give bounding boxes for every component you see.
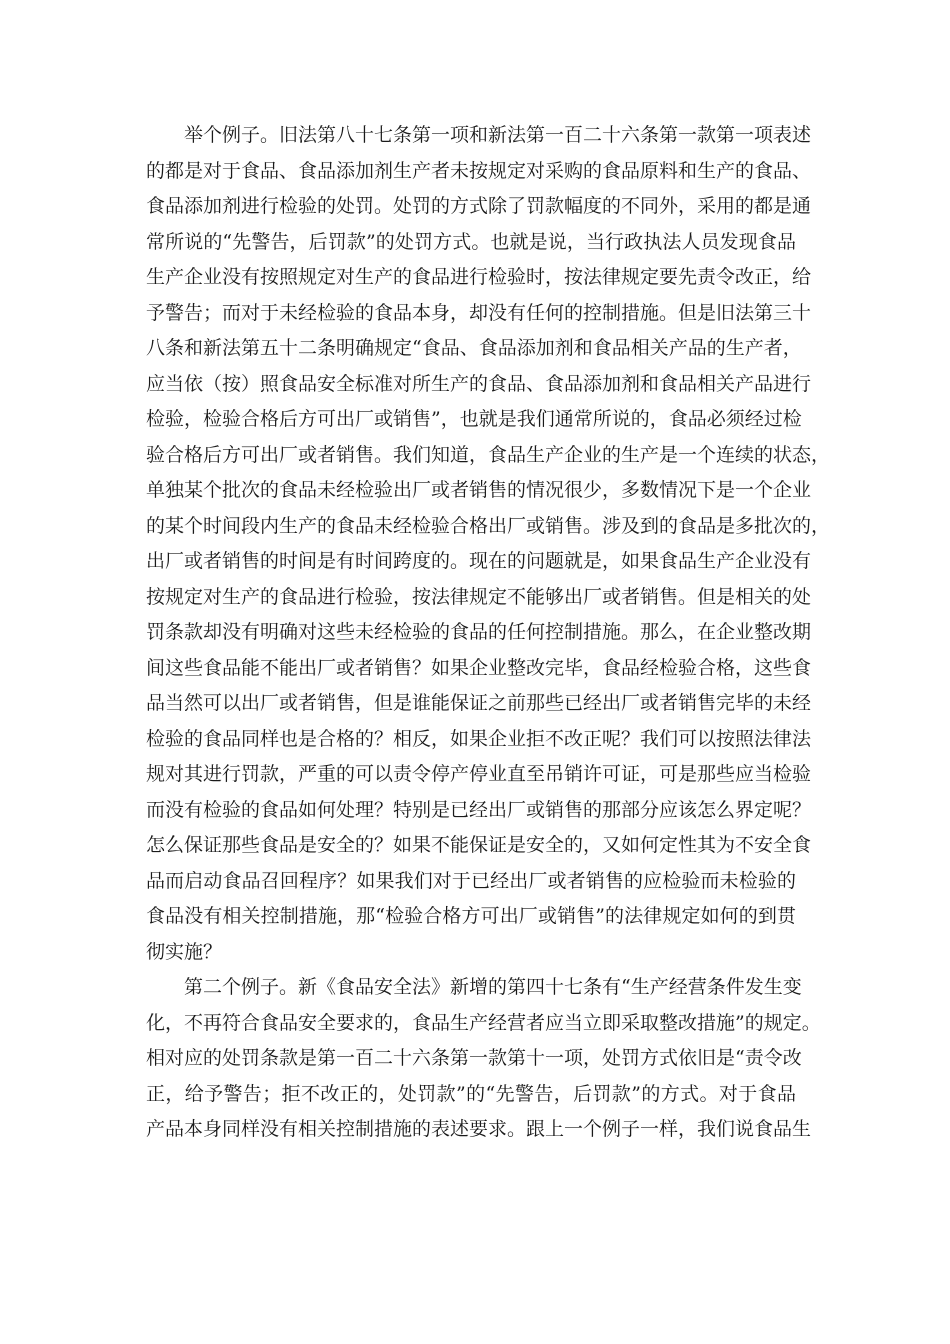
text-line: 出厂或者销售的时间是有时间跨度的。现在的问题就是，如果食品生产企业没有 bbox=[146, 550, 812, 572]
text-line: 彻实施？ bbox=[146, 940, 223, 963]
text-line: 罚条款却没有明确对这些未经检验的食品的任何控制措施。那么，在企业整改期 bbox=[146, 621, 812, 643]
text-line: 检验，检验合格后方可出厂或销售”，也就是我们通常所说的，食品必须经过检 bbox=[146, 408, 802, 430]
text-line: 检验的食品同样也是合格的？相反，如果企业拒不改正呢？我们可以按照法律法 bbox=[146, 727, 812, 750]
text-line: 怎么保证那些食品是安全的？如果不能保证是安全的，又如何定性其为不安全食 bbox=[146, 834, 812, 856]
text-line: 第二个例子。新《食品安全法》新增的第四十七条有“生产经营条件发生变 bbox=[184, 976, 802, 998]
text-line: 而没有检验的食品如何处理？特别是已经出厂或销售的那部分应该怎么界定呢？ bbox=[146, 798, 812, 821]
text-line: 生产企业没有按照规定对生产的食品进行检验时，按法律规定要先责令改正，给 bbox=[146, 266, 812, 288]
text-line: 间这些食品能不能出厂或者销售？如果企业整改完毕，食品经检验合格，这些食 bbox=[146, 656, 812, 679]
text-line: 品当然可以出厂或者销售，但是谁能保证之前那些已经出厂或者销售完毕的未经 bbox=[146, 692, 812, 714]
text-line: 应当依（按）照食品安全标准对所生产的食品、食品添加剂和食品相关产品进行 bbox=[146, 372, 812, 395]
text-line: 验合格后方可出厂或者销售。我们知道，食品生产企业的生产是一个连续的状态， bbox=[146, 443, 831, 466]
text-line: 举个例子。旧法第八十七条第一项和新法第一百二十六条第一款第一项表述 bbox=[184, 124, 812, 146]
text-line: 化，不再符合食品安全要求的，食品生产经营者应当立即采取整改措施”的规定。 bbox=[146, 1011, 821, 1034]
text-line: 品而启动食品召回程序？如果我们对于已经出厂或者销售的应检验而未检验的 bbox=[146, 869, 796, 892]
text-line: 食品添加剂进行检验的处罚。处罚的方式除了罚款幅度的不同外，采用的都是通 bbox=[146, 195, 812, 217]
text-line: 正，给予警告；拒不改正的，处罚款”的“先警告，后罚款”的方式。对于食品 bbox=[146, 1082, 796, 1105]
text-line: 规对其进行罚款，严重的可以责令停产停业直至吊销许可证，可是那些应当检验 bbox=[146, 763, 812, 785]
text-line: 产品本身同样没有相关控制措施的表述要求。跟上一个例子一样，我们说食品生 bbox=[146, 1118, 812, 1140]
text-line: 相对应的处罚条款是第一百二十六条第一款第十一项，处罚方式依旧是“责令改 bbox=[146, 1047, 802, 1069]
text-line: 单独某个批次的食品未经检验出厂或者销售的情况很少，多数情况下是一个企业 bbox=[146, 479, 812, 501]
text-line: 食品没有相关控制措施，那“检验合格方可出厂或销售”的法律规定如何的到贯 bbox=[146, 905, 796, 927]
text-line: 的都是对于食品、食品添加剂生产者未按规定对采购的食品原料和生产的食品、 bbox=[146, 159, 812, 182]
document-body bbox=[146, 118, 831, 1148]
text-line: 予警告；而对于未经检验的食品本身，却没有任何的控制措施。但是旧法第三十 bbox=[146, 301, 812, 324]
text-line: 八条和新法第五十二条明确规定“食品、食品添加剂和食品相关产品的生产者， bbox=[146, 337, 802, 359]
text-line: 常所说的“先警告，后罚款”的处罚方式。也就是说，当行政执法人员发现食品 bbox=[146, 230, 796, 253]
paragraph-2 bbox=[146, 970, 821, 1148]
text-line: 的某个时间段内生产的食品未经检验合格出厂或销售。涉及到的食品是多批次的， bbox=[146, 514, 831, 537]
paragraph-1 bbox=[146, 118, 831, 970]
text-line: 按规定对生产的食品进行检验，按法律规定不能够出厂或者销售。但是相关的处 bbox=[146, 585, 812, 608]
